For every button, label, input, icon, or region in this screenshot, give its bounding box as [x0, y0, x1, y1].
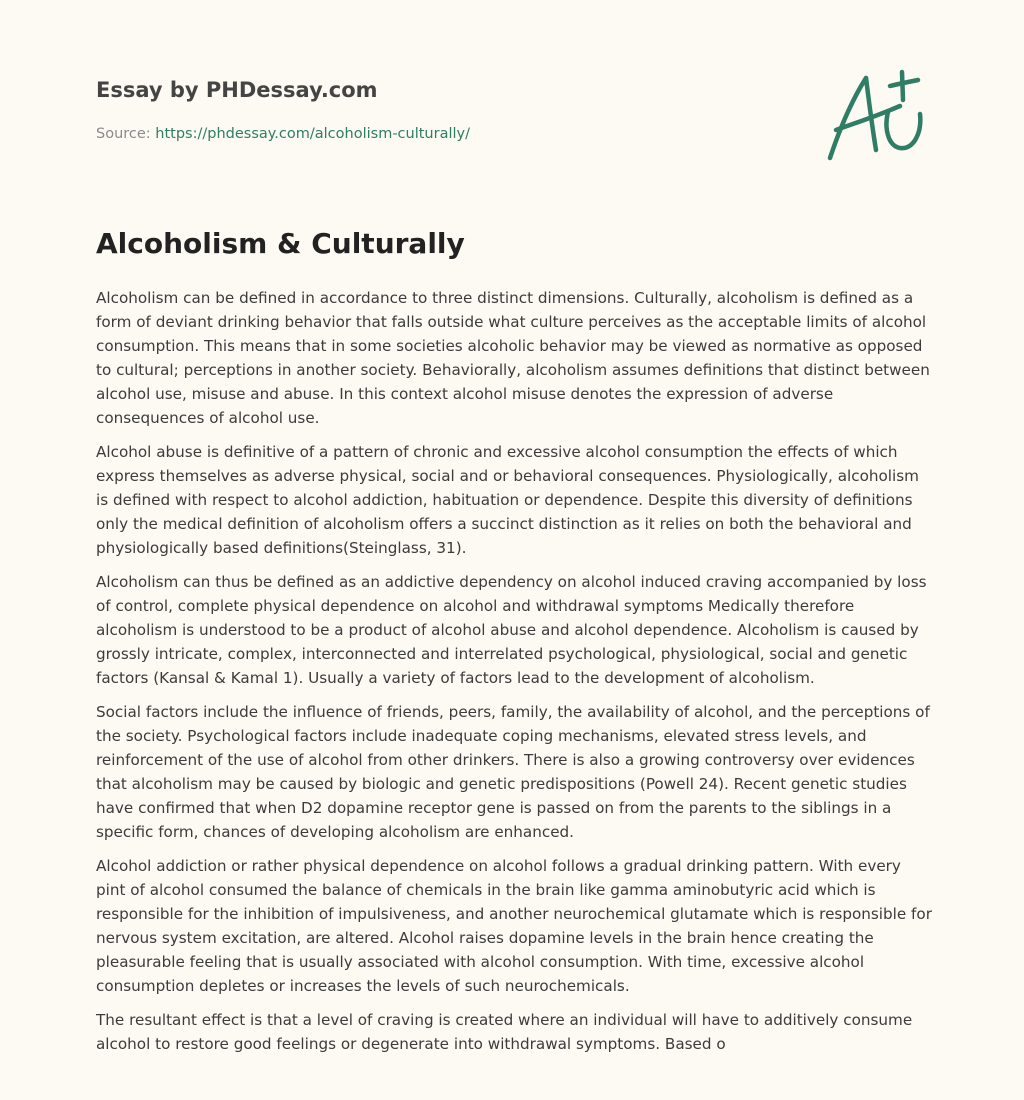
a-plus-grade-icon — [822, 66, 928, 166]
plus-vertical-stroke — [902, 72, 903, 100]
essay-paragraph: The resultant effect is that a level of craving is created where an individual will have to additively consume alcohol to restore good feelings or degenerate into withdrawal symptoms. Based o — [96, 1011, 913, 1053]
plus-loop-stroke — [887, 112, 921, 148]
essay-paragraph: Social factors include the influence of friends, peers, family, the availability of alcohol, and the perceptions of the society. Psychological factors include inadequate coping mechanisms, elevated stress levels, and reinforcement of the use of alcohol from other drinkers. There is also a growing controversy over evidences that alcoholism may be caused by biologic and genetic predispositions (Powell 24). Recent genetic studies have confirmed that when D2 dopamine receptor gene is passed on from the parents to the siblings in a specific form, chances of developing alcoholism are enhanced. — [96, 703, 930, 841]
plus-horizontal-stroke — [890, 80, 918, 86]
source-label: Source: — [96, 126, 151, 142]
essay-paragraph: Alcoholism can be defined in accordance to three distinct dimensions. Culturally, alcoholism is defined as a form of deviant drinking behavior that falls outside what culture perceives as the acceptable limits of alcohol consumption. This means that in some societies alcoholic behavior may be viewed as normative as opposed to cultural; perceptions in another society. Behaviorally, alcoholism assumes definitions that distinct between alcohol use, misuse and abuse. In this context alcohol misuse denotes the expression of adverse consequences of alcohol use. — [96, 289, 930, 427]
a-left-stroke — [830, 78, 866, 158]
essay-title: Alcoholism & Culturally — [96, 227, 465, 260]
source-line — [96, 124, 796, 144]
essay-paragraph: Alcoholism can thus be defined as an addictive dependency on alcohol induced craving accompanied by loss of control, complete physical dependence on alcohol and withdrawal symptoms Medically therefore alcoholism is understood to be a product of alcohol abuse and alcohol dependence. Alcoholism is caused by grossly intricate, complex, interconnected and interrelated psychological, physiological, social and genetic factors (Kansal & Kamal 1). Usually a variety of factors lead to the development of alcoholism. — [96, 573, 927, 687]
essay-paragraph: Alcohol addiction or rather physical dependence on alcohol follows a gradual drinking pattern. With every pint of alcohol consumed the balance of chemicals in the brain like gamma aminobutyric acid which is responsible for the inhibition of impulsiveness, and another neurochemical glutamate which is responsible for nervous system excitation, are altered. Alcohol raises dopamine levels in the brain hence creating the pleasurable feeling that is usually associated with alcohol consumption. With time, excessive alcohol consumption depletes or increases the levels of such neurochemicals. — [96, 857, 932, 995]
essay-body — [96, 286, 932, 1066]
page-header — [96, 76, 796, 144]
source-link[interactable]: https://phdessay.com/alcoholism-culturally/ — [155, 126, 470, 142]
a-plus-grade-svg — [822, 66, 928, 166]
essay-paragraph: Alcohol abuse is definitive of a pattern of chronic and excessive alcohol consumption the effects of which express themselves as adverse physical, social and or behavioral consequences. Physiologically, alcoholism is defined with respect to alcohol addiction, habituation or dependence. Despite this diversity of definitions only the medical definition of alcoholism offers a succinct distinction as it relies on both the behavioral and physiologically based definitions(Steinglass, 31). — [96, 443, 919, 557]
site-brand: Essay by PHDessay.com — [96, 78, 378, 102]
